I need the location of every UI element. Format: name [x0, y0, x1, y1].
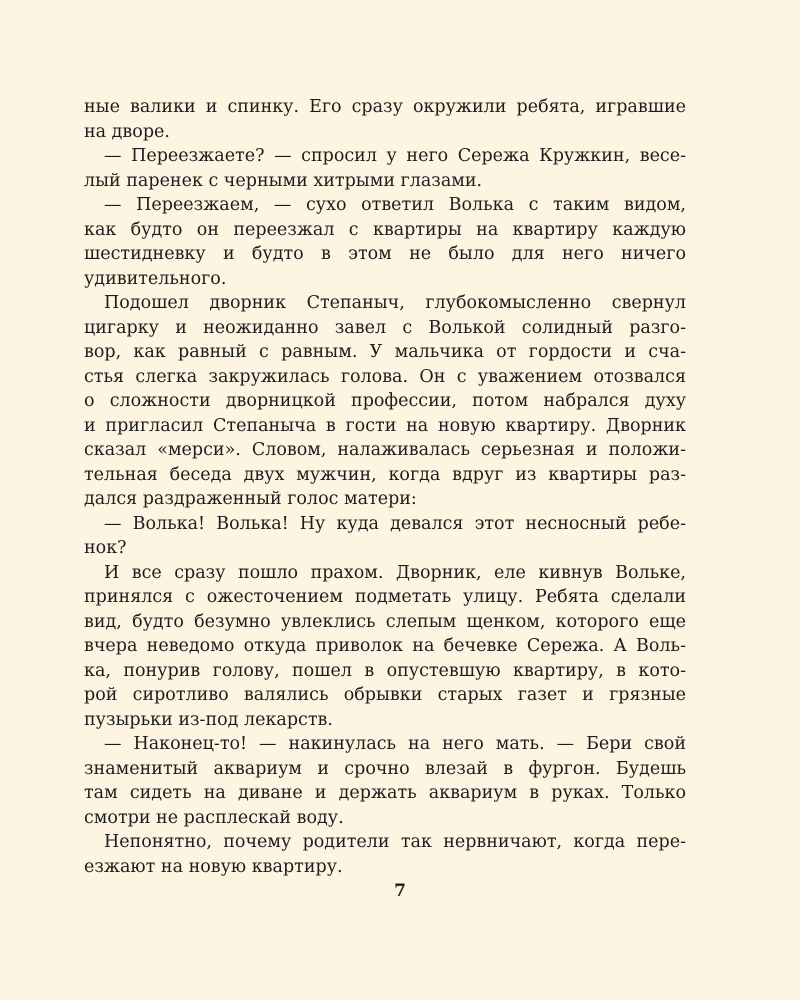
text-line: — Переезжаем, — сухо ответил Волька с таким видом,	[104, 195, 686, 215]
text-line: тельная беседа двух мужчин, когда вдруг из квартиры раз-	[84, 464, 686, 485]
text-line: ные валики и спинку. Его сразу окружили ребята, игравшие	[84, 97, 686, 117]
text-line: удивительного.	[84, 268, 227, 289]
text-line: стья слегка закружилась голова. Он с уважением отозвался	[84, 366, 686, 387]
text-line: Непонятно, почему родители так нервничают, когда пере-	[104, 832, 686, 852]
text-line: ка, понурив голову, пошел в опустевшую квартиру, в кото-	[84, 660, 686, 681]
text-line: вор, как равный с равным. У мальчика от гордости и сча-	[84, 342, 686, 362]
text-line: вчера неведомо откуда приволок на бечевке Сережа. А Воль-	[84, 636, 686, 656]
text-line: там сидеть на диване и держать аквариум в руках. Только	[84, 783, 686, 803]
text-line: смотри не расплескай воду.	[84, 807, 344, 828]
text-line: пузырьки из-под лекарств.	[84, 709, 333, 730]
book-page-text	[84, 95, 686, 879]
paragraph	[84, 830, 686, 879]
text-line: знаменитый аквариум и срочно влезай в фургон. Будешь	[84, 758, 686, 779]
text-line: как будто он переезжал с квартиры на квартиру каждую	[84, 219, 686, 240]
text-line: Подошел дворник Степаныч, глубокомысленно свернул	[104, 293, 686, 313]
text-line: вид, будто безумно увлеклись слепым щенком, которого еще	[84, 611, 686, 632]
text-line: И все сразу пошло прахом. Дворник, еле кивнув Вольке,	[104, 562, 686, 583]
text-line: езжают на новую квартиру.	[84, 856, 343, 877]
text-line: шестидневку и будто в этом не было для него ничего	[84, 244, 686, 264]
text-line: — Наконец-то! — накинулась на него мать. — Бери свой	[104, 734, 686, 754]
text-line: принялся с ожесточением подметать улицу. Ребята сделали	[84, 587, 686, 607]
page-number: 7	[394, 881, 406, 901]
text-line: сказал «мерси». Словом, налаживалась серьезная и положи-	[84, 440, 686, 460]
paragraph	[84, 561, 686, 733]
paragraph	[84, 732, 686, 830]
text-line: рой сиротливо валялись обрывки старых газет и грязные	[84, 685, 686, 705]
paragraph	[84, 95, 686, 144]
paragraph	[84, 291, 686, 512]
text-line: цигарку и неожиданно завел с Волькой солидный разго-	[84, 317, 686, 338]
paragraph	[84, 193, 686, 291]
text-line: о сложности дворницкой профессии, потом набрался духу	[84, 391, 686, 411]
text-line: — Переезжаете? — спросил у него Сережа Кружкин, весе-	[104, 146, 686, 166]
paragraph	[84, 144, 686, 193]
text-line: и пригласил Степаныча в гости на новую квартиру. Дворник	[84, 415, 686, 436]
text-line: лый паренек с черными хитрыми глазами.	[84, 170, 483, 191]
text-line: дался раздраженный голос матери:	[84, 489, 417, 509]
text-line: на дворе.	[84, 121, 170, 142]
text-line: — Волька! Волька! Ну куда девался этот несносный ребе-	[104, 513, 686, 534]
text-line: нок?	[84, 538, 127, 558]
paragraph	[84, 512, 686, 561]
